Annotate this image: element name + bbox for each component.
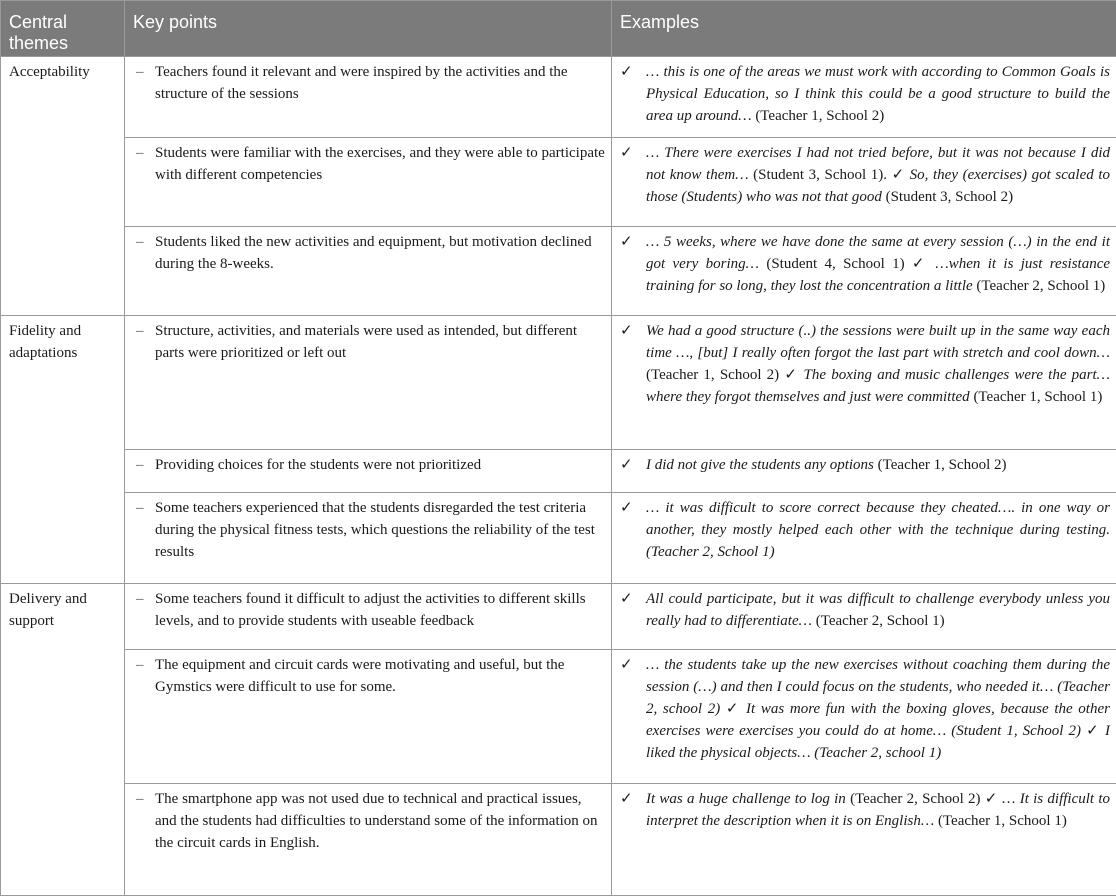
attribution-text: ✓ <box>1081 723 1105 739</box>
header-examples: Examples <box>612 1 1116 57</box>
check-icon: ✓ <box>620 142 646 208</box>
theme-delivery-and-support: Delivery and support <box>1 584 125 896</box>
quote-text: … this is one of the areas we must work with according to Common Goals is Physical Education, so I think this could be a good structure to build the area up around… <box>646 64 1110 124</box>
attribution-text: (Teacher 1, School 2) <box>752 108 885 124</box>
quote-text: So, they (exercises) got scaled to those (Students) who was not that good <box>646 167 1110 205</box>
key-point-text: The smartphone app was not used due to technical and practical issues, and the students had difficulties to understand some of the information on the circuit cards in English. <box>155 788 605 854</box>
attribution-text: (Teacher 1, School 1) <box>934 813 1067 829</box>
quote-text: … it was difficult to score correct because they cheated…. in one way or another, they mostly helped each other with the technique during testing. (Teacher 2, School 1) <box>646 500 1110 560</box>
example-text <box>646 497 1110 563</box>
quote-text: … It is difficult to interpret the description when it is on English… <box>646 791 1110 829</box>
example-text <box>646 654 1110 764</box>
quote-text: We had a good structure (..) the sessions were built up in the same way each time …, [but] I really often forgot the last part with stretch and cool down… <box>646 323 1110 361</box>
header-central-themes: Central themes <box>1 1 125 57</box>
key-point-cell <box>125 57 612 138</box>
example-cell <box>612 784 1116 896</box>
attribution-text: (Teacher 1, School 2) ✓ <box>646 367 804 383</box>
key-point-text: Providing choices for the students were not prioritized <box>155 454 605 476</box>
example-text <box>646 142 1110 208</box>
check-icon: ✓ <box>620 788 646 832</box>
check-icon: ✓ <box>620 231 646 297</box>
key-point-text: Some teachers found it difficult to adjust the activities to different skills levels, and to provide students with useable feedback <box>155 588 605 632</box>
dash-bullet: – <box>133 142 155 186</box>
quote-text: All could participate, but it was difficult to challenge everybody unless you really had to differentiate… <box>646 591 1110 629</box>
key-point-cell <box>125 493 612 584</box>
dash-bullet: – <box>133 454 155 476</box>
quote-text: … the students take up the new exercises without coaching them during the session (…) and then I could focus on the students, who needed it… (Teacher 2, school 2) <box>646 657 1110 717</box>
example-cell <box>612 138 1116 227</box>
theme-acceptability: Acceptability <box>1 57 125 316</box>
dash-bullet: – <box>133 497 155 563</box>
attribution-text: (Student 3, School 1). ✓ <box>749 167 910 183</box>
key-point-text: Structure, activities, and materials were used as intended, but different parts were prioritized or left out <box>155 320 605 364</box>
dash-bullet: – <box>133 654 155 698</box>
dash-bullet: – <box>133 320 155 364</box>
attribution-text: (Teacher 1, School 2) <box>874 457 1007 473</box>
key-point-text: Students liked the new activities and equipment, but motivation declined during the 8-weeks. <box>155 231 605 275</box>
quote-text: … There were exercises I had not tried before, but it was not because I did not know them… <box>646 145 1110 183</box>
example-cell <box>612 450 1116 493</box>
key-point-text: The equipment and circuit cards were motivating and useful, but the Gymstics were difficult to use for some. <box>155 654 605 698</box>
example-cell <box>612 316 1116 450</box>
example-text <box>646 788 1110 832</box>
table-row <box>1 57 1116 138</box>
example-text <box>646 320 1110 408</box>
check-icon: ✓ <box>620 320 646 408</box>
attribution-text: (Student 4, School 1) ✓ <box>759 256 935 272</box>
quote-text: It was more fun with the boxing gloves, because the other exercises were exercises you could do at home… (Student 1, School 2) <box>646 701 1110 739</box>
quote-text: …when it is just resistance training for so long, they lost the concentration a little <box>646 256 1110 294</box>
table-row <box>1 784 1116 896</box>
dash-bullet: – <box>133 231 155 275</box>
quote-text: I did not give the students any options <box>646 457 874 473</box>
table-row <box>1 650 1116 784</box>
example-text <box>646 61 1110 127</box>
table-row <box>1 493 1116 584</box>
example-cell <box>612 493 1116 584</box>
theme-fidelity-and-adaptations: Fidelity and adaptations <box>1 316 125 584</box>
quote-text: The boxing and music challenges were the part… where they forgot themselves and just were committed <box>646 367 1110 405</box>
check-icon: ✓ <box>620 654 646 764</box>
dash-bullet: – <box>133 61 155 105</box>
example-cell <box>612 57 1116 138</box>
attribution-text: (Teacher 2, School 1) <box>973 278 1106 294</box>
key-point-cell <box>125 138 612 227</box>
example-cell <box>612 650 1116 784</box>
key-point-cell <box>125 450 612 493</box>
table-row <box>1 584 1116 650</box>
example-cell <box>612 584 1116 650</box>
example-text <box>646 588 1110 632</box>
key-point-text: Teachers found it relevant and were inspired by the activities and the structure of the sessions <box>155 61 605 105</box>
quote-text: I liked the physical objects… (Teacher 2, school 1) <box>646 723 1110 761</box>
quote-text: … 5 weeks, where we have done the same at every session (…) in the end it got very boring… <box>646 234 1110 272</box>
table-row <box>1 227 1116 316</box>
attribution-text: (Teacher 1, School 1) <box>970 389 1103 405</box>
table-row <box>1 138 1116 227</box>
key-point-cell <box>125 584 612 650</box>
check-icon: ✓ <box>620 454 646 476</box>
check-icon: ✓ <box>620 497 646 563</box>
check-icon: ✓ <box>620 61 646 127</box>
dash-bullet: – <box>133 588 155 632</box>
dash-bullet: – <box>133 788 155 854</box>
key-point-cell <box>125 227 612 316</box>
check-icon: ✓ <box>620 588 646 632</box>
table-row <box>1 316 1116 450</box>
attribution-text: (Teacher 2, School 2) ✓ <box>846 791 1002 807</box>
example-text <box>646 231 1110 297</box>
key-point-text: Students were familiar with the exercises, and they were able to participate with different competencies <box>155 142 605 186</box>
key-point-text: Some teachers experienced that the students disregarded the test criteria during the physical fitness tests, which questions the reliability of the test results <box>155 497 605 563</box>
key-point-cell <box>125 650 612 784</box>
attribution-text: (Student 3, School 2) <box>882 189 1013 205</box>
table-row <box>1 450 1116 493</box>
example-text <box>646 454 1110 476</box>
key-point-cell <box>125 784 612 896</box>
key-point-cell <box>125 316 612 450</box>
header-row <box>1 1 1116 57</box>
attribution-text: (Teacher 2, School 1) <box>812 613 945 629</box>
attribution-text: ✓ <box>720 701 746 717</box>
example-cell <box>612 227 1116 316</box>
quote-text: It was a huge challenge to log in <box>646 791 846 807</box>
header-key-points: Key points <box>125 1 612 57</box>
